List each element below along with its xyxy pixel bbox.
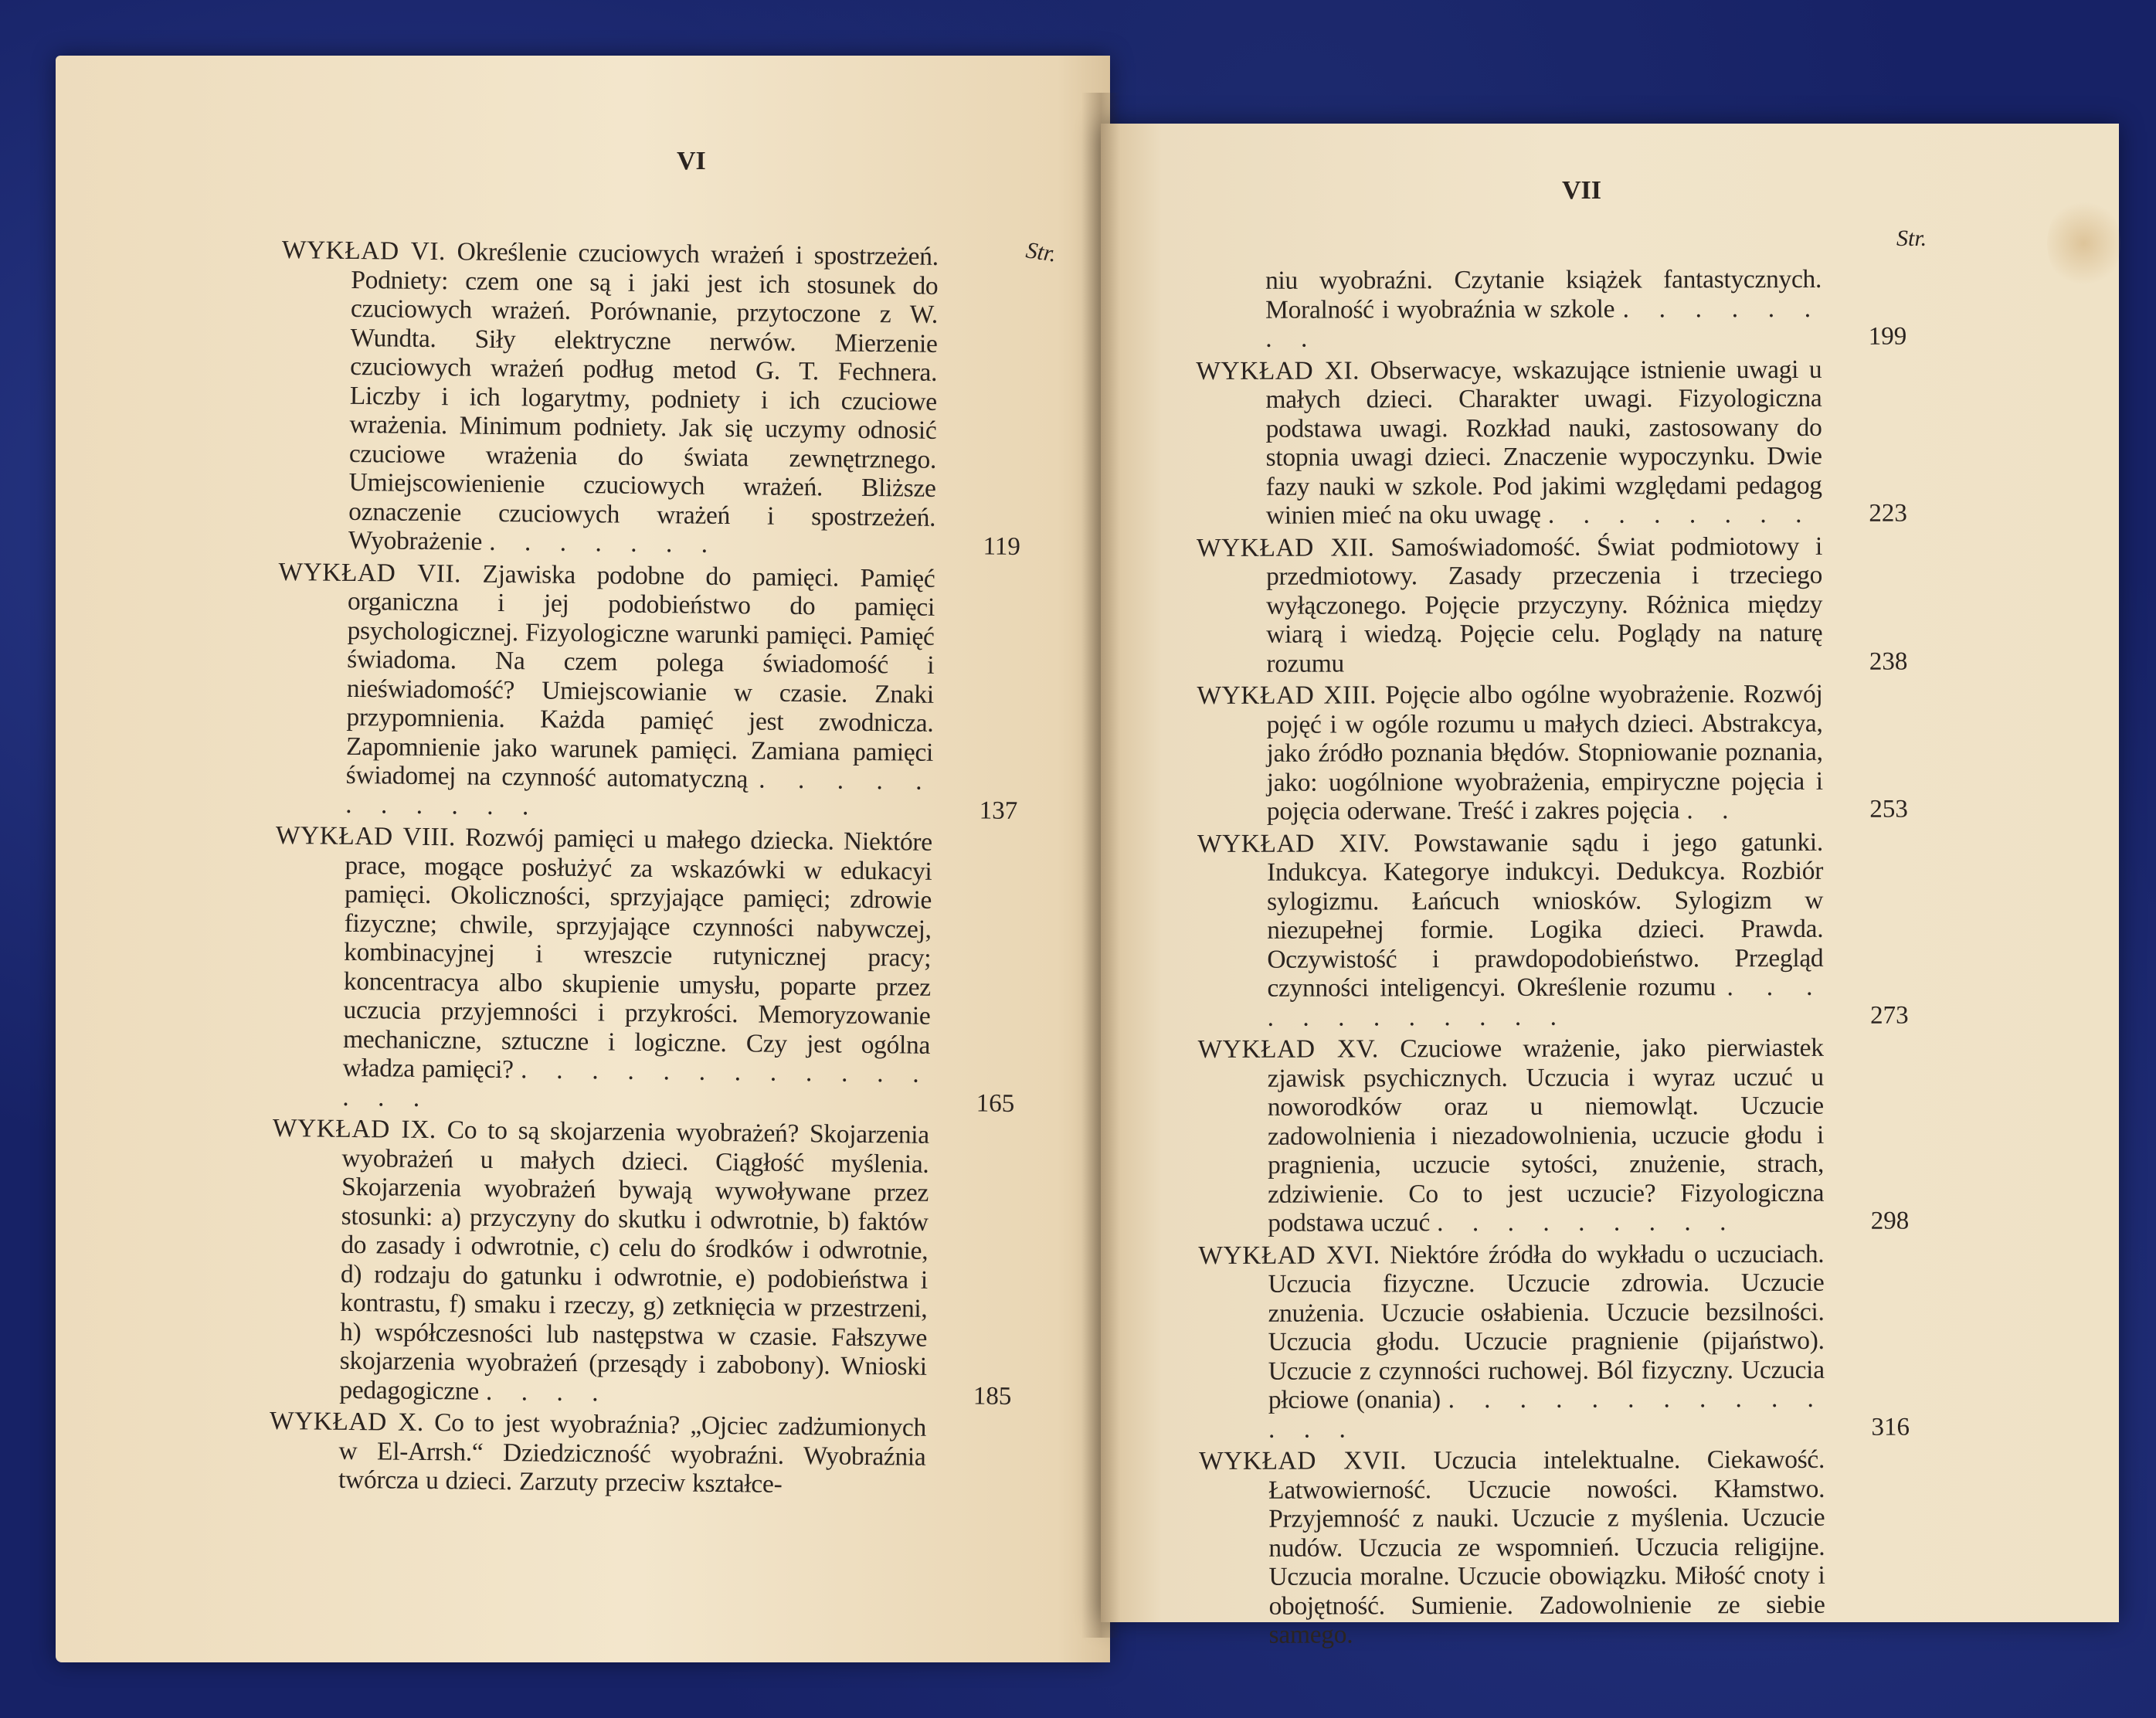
entry-text: Samoświadomość. Świat podmiotowy i przedmiotowy. Zasady przeczenia i trzeciego wyłączonego. Pojęcie przyczyny. Różnica między wiarą i wiedzą. Pojęcie celu. Poglądy na naturę rozumu: [1266, 531, 1823, 678]
toc-entry-x-continued: [1196, 265, 1906, 354]
entry-text: Zjawiska podobne do pamięci. Pamięć organiczna i jej podobieństwo do pamięci psychologicznej. Fizyologiczne warunki pamięci. Pamięć świadoma. Na czem polega świadomość i nieświadomość? Umiejscowianie w czasie. Znaki przypomnienia. Każda pamięć jest zwodnicza. Zapomnienie jako warunek pamięci. Zamiana pamięci świadomej na czynność automatyczną: [345, 559, 935, 794]
toc-entry-viii: [273, 821, 1017, 1119]
entry-heading: WYKŁAD XII.: [1196, 532, 1375, 562]
toc-entry-xi: [1196, 355, 1907, 530]
entry-heading: WYKŁAD XIII.: [1197, 681, 1377, 710]
entry-heading: WYKŁAD XIV.: [1197, 828, 1390, 858]
entry-text: Niektóre źródła do wykładu o uczuciach. Uczucia fizyczne. Uczucie zdrowia. Uczucie znużenia. Uczucie osłabienia. Uczucie bezsilności. Uczucia głodu. Uczucie pragnienie (pijaństwo). Uczucie z czynności ruchowej. Ból fizyczny. Uczucia płciowe (onania): [1268, 1239, 1825, 1414]
page-number: 165: [976, 1088, 1015, 1118]
paper-stain: [2047, 197, 2120, 290]
toc-entry-xiii: [1197, 680, 1907, 827]
entry-text: Co to jest wyobraźnia? „Ojciec zadżumionych w El-Arrsh.“ Dziedziczność wyobraźni. Wyobraźnia twórcza u dzieci. Zarzuty przeciw kształce-: [338, 1408, 927, 1499]
entry-text: Co to są skojarzenia wyobrażeń? Skojarzenia wyobrażeń u małych dzieci. Ciągłość myślenia. Skojarzenia wyobrażeń bywają wywoływane przez stosunki: a) przyczyny do skutku i odwrotnie, b) faktów do zasady i odwrotnie, c) celu do środków i odwrotnie, d) rodzaju do gatunku i odwrotnie, e) podobieństwa i kontrastu, f) smaku i rzeczy, g) zetknięcia w przestrzeni, h) współczesności lub następstwa w czasie. Fałszywe skojarzenia wyobrażeń (przesądy i zabobony). Wnioski pedagogiczne: [339, 1115, 930, 1406]
right-str-label: Str.: [1896, 226, 1927, 251]
entry-text: Uczucia intelektualne. Ciekawość. Łatwowierność. Uczucie nowości. Kłamstwo. Przyjemność z nauki. Uczucie z myślenia. Uczucie nudów. Uczucia ze wspomnień. Uczucia religijne. Uczucia moralne. Uczucie obowiązku. Miłość cnoty i obojętność. Sumienie. Zadowolnienie ze siebie samego.: [1268, 1445, 1825, 1649]
left-str-label: Str.: [1024, 237, 1058, 267]
page-number: 199: [1868, 322, 1907, 351]
entry-heading: WYKŁAD VIII.: [275, 820, 457, 852]
leader-dots: . . . . . . .: [488, 527, 719, 559]
leader-dots: . . . . . . . . . . . . . . .: [342, 1055, 930, 1112]
entry-text: Obserwacye, wskazujące istnienie uwagi u małych dzieci. Charakter uwagi. Fizyologiczna podstawa uwagi. Rozkład nauki, zastosowany do stopnia uwagi dzieci. Znaczenie wypoczynku. Dwie fazy nauki w szkole. Pod jakimi względami pedagog winien mieć na oku uwagę: [1265, 355, 1822, 530]
entry-heading: WYKŁAD XVI.: [1198, 1240, 1380, 1270]
page-number: 137: [979, 796, 1018, 825]
book-gutter: [1081, 93, 1120, 1638]
leader-dots: . .: [1686, 796, 1740, 825]
page-number: 316: [1871, 1413, 1910, 1441]
left-toc: [269, 236, 1024, 1502]
leader-dots: . . . . . . . . .: [1437, 1207, 1737, 1238]
entry-text: niu wyobraźni. Czytanie książek fantastycznych. Moralność i wyobraźnia w szkole: [1265, 264, 1822, 324]
leader-dots: . . . .: [485, 1377, 609, 1407]
page-number: 223: [1869, 499, 1907, 528]
page-number: 253: [1869, 795, 1908, 823]
page-number: 119: [983, 532, 1021, 562]
toc-entry-ix: [270, 1114, 1014, 1411]
page-number: 185: [973, 1381, 1012, 1411]
entry-heading: WYKŁAD X.: [269, 1406, 424, 1438]
leader-dots: . . . . . . . . . . . . . .: [1268, 1384, 1825, 1444]
entry-heading: WYKŁAD IX.: [272, 1113, 436, 1145]
toc-entry-x: [269, 1407, 1011, 1502]
page-number: 298: [1870, 1207, 1910, 1235]
entry-text: Powstawanie sądu i jego gatunki. Indukcya. Kategorye indukcyi. Dedukcya. Rozbiór sylogizmu. Łańcuch wniosków. Sylogizm w niezupełnej formie. Logika dzieci. Prawda. Oczywistość i prawdopodobieństwo. Przegląd czynności inteligencyi. Określenie rozumu: [1267, 827, 1824, 1003]
entry-text: Rozwój pamięci u małego dziecka. Niektóre prace, mogące posłużyć za wskazówki w edukacyi pamięci. Okoliczności, sprzyjające pamięci; zdrowie fizyczne; chwile, sprzyjające czynności nabywczej, kombinacyjnej i wreszcie rutynicznej pracy; koncentracya albo skupienie umysłu, poparte przez uczucia przyjemności i przykrości. Memoryzowanie mechaniczne, sztuczne i logiczne. Czy jest ogólna władza pamięci?: [342, 823, 933, 1085]
toc-entry-vii: [276, 557, 1020, 826]
page-number: 238: [1869, 647, 1908, 676]
toc-entry-xii: [1197, 531, 1907, 678]
entry-heading: WYKŁAD VII.: [278, 557, 462, 588]
leader-dots: . . . . . . . .: [1547, 499, 1813, 529]
leader-dots: . . . . . . . . . . . .: [1267, 972, 1824, 1032]
entry-heading: WYKŁAD XI.: [1196, 355, 1360, 385]
entry-text: Określenie czuciowych wrażeń i spostrzeżeń. Podniety: czem one są i jaki jest ich stosunek do czuciowych wrażeń. Porównanie, przytoczone z W. Wundta. Siły elektryczne nerwów. Mierzenie czuciowych wrażeń podług metod G. T. Fechnera. Liczby i ich logarytmy, podniety i ich czuciowe wrażenia. Minimum podniety. Jak się uczymy odnosić czuciowe wrażenia do świata zewnętrznego. Umiejscowienienie czuciowych wrażeń. Bliższe oznaczenie czuciowych wrażeń i spostrzeżeń. Wyobrażenie: [348, 237, 939, 556]
left-folio: VI: [677, 147, 706, 175]
leader-dots: . . . . . . . . . . .: [345, 765, 933, 821]
toc-entry-xiv: [1197, 827, 1909, 1032]
entry-text: Pojęcie albo ogólne wyobrażenie. Rozwój pojęć i w ogóle rozumu u małych dzieci. Abstrakcya, jako źródło poznania błędów. Stopniowanie poznania, jako: uogólnione wyobrażenia, empiryczne pojęcia i pojęcia oderwane. Treść i zakres pojęcia: [1266, 679, 1823, 826]
toc-entry-vi: [279, 236, 1024, 562]
entry-heading: WYKŁAD VI.: [281, 236, 446, 267]
toc-entry-xvii: [1199, 1445, 1910, 1650]
right-toc: [1196, 265, 1910, 1652]
entry-text: Czuciowe wrażenie, jako pierwiastek zjawisk psychicznych. Uczucia i wyraz uczuć u noworodków oraz u niemowląt. Uczucie zadowolnienia i niezadowolnienia, uczucie głodu i pragnienia, uczucie sytości, znużenie, strach, zdziwienie. Co to jest uczucie? Fizyologiczna podstawa uczuć: [1267, 1033, 1825, 1238]
toc-entry-xvi: [1198, 1239, 1910, 1444]
toc-entry-xv: [1198, 1034, 1910, 1238]
right-folio: VII: [1562, 176, 1602, 205]
leader-dots: . . . . . . . .: [1265, 294, 1822, 353]
page-number: 273: [1869, 1001, 1909, 1030]
entry-heading: WYKŁAD XVII.: [1199, 1446, 1407, 1475]
entry-heading: WYKŁAD XV.: [1197, 1034, 1379, 1064]
